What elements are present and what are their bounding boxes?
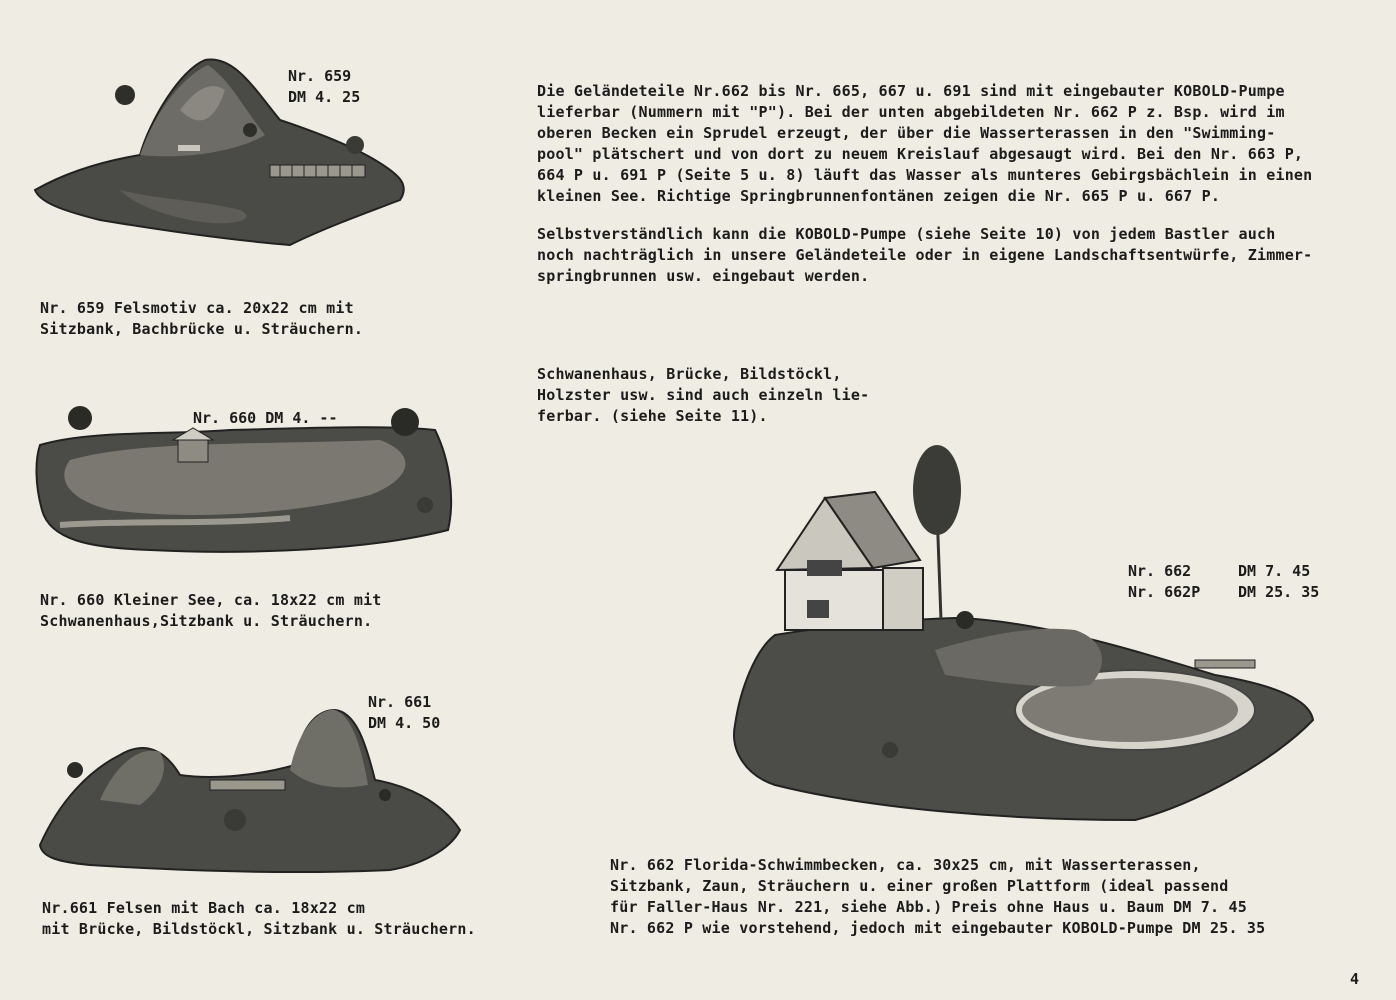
text-line: Selbstverständlich kann die KOBOLD-Pumpe (siehe Seite 10) von jedem Bastler auch xyxy=(537,225,1276,243)
item-661 xyxy=(30,690,476,950)
caption-line: Sitzbank, Bachbrücke u. Sträuchern. xyxy=(40,320,364,338)
product-photo-662 xyxy=(715,420,1315,840)
caption-line: Nr.661 Felsen mit Bach ca. 18x22 cm xyxy=(42,899,366,917)
separate-items-note xyxy=(537,364,869,427)
text-line: Die Geländeteile Nr.662 bis Nr. 665, 667 u. 691 sind mit eingebauter KOBOLD-Pumpe xyxy=(537,82,1285,100)
price-dm-662: DM 7. 45 xyxy=(1238,562,1311,580)
item-659 xyxy=(30,50,430,340)
price-dm-661: DM 4. 50 xyxy=(368,714,441,732)
page-number: 4 xyxy=(1350,970,1360,988)
text-line: 664 P u. 691 P (Seite 5 u. 8) läuft das Wasser als munteres Gebirgsbächlein in einen xyxy=(537,166,1313,184)
caption-line: Nr. 659 Felsmotiv ca. 20x22 cm mit xyxy=(40,299,354,317)
price-nr-661: Nr. 661 xyxy=(368,693,432,711)
caption-line: mit Brücke, Bildstöckl, Sitzbank u. Sträuchern. xyxy=(42,920,476,938)
price-nr-662p: Nr. 662P xyxy=(1128,583,1201,601)
price-dm-662p: DM 25. 35 xyxy=(1238,583,1320,601)
house-icon xyxy=(777,492,923,630)
caption-662 xyxy=(610,855,1265,939)
text-line: lieferbar (Nummern mit "P"). Bei der unten abgebildeten Nr. 662 P z. Bsp. wird im xyxy=(537,103,1285,121)
text-line: kleinen See. Richtige Springbrunnenfontänen zeigen die Nr. 665 P u. 667 P. xyxy=(537,187,1221,205)
caption-line: Nr. 660 Kleiner See, ca. 18x22 cm mit xyxy=(40,591,382,609)
text-line: Schwanenhaus, Brücke, Bildstöckl, xyxy=(537,365,842,383)
price-660: Nr. 660 DM 4. -- xyxy=(193,409,338,427)
intro-paragraph-2 xyxy=(537,224,1312,287)
caption-661 xyxy=(42,898,476,940)
caption-660 xyxy=(40,590,382,632)
caption-line: Nr. 662 P wie vorstehend, jedoch mit eingebauter KOBOLD-Pumpe DM 25. 35 xyxy=(610,919,1266,937)
text-line: springbrunnen usw. eingebaut werden. xyxy=(537,267,870,285)
caption-line: für Faller-Haus Nr. 221, siehe Abb.) Preis ohne Haus u. Baum DM 7. 45 xyxy=(610,898,1247,916)
price-nr-662: Nr. 662 xyxy=(1128,562,1192,580)
price-nr-659: Nr. 659 xyxy=(288,67,352,85)
caption-line: Sitzbank, Zaun, Sträuchern u. einer großen Plattform (ideal passend xyxy=(610,877,1229,895)
text-line: noch nachträglich in unsere Geländeteile oder in eigene Landschaftsentwürfe, Zimmer- xyxy=(537,246,1313,264)
text-line: pool" plätschert und von dort zu neuem Kreislauf abgesaugt wird. Bei den Nr. 663 P, xyxy=(537,145,1304,163)
text-line: Holzster usw. sind auch einzeln lie- xyxy=(537,386,870,404)
item-660 xyxy=(30,400,460,640)
text-line: oberen Becken ein Sprudel erzeugt, der über die Wasserterassen in den "Swimming- xyxy=(537,124,1276,142)
intro-paragraph-1 xyxy=(537,81,1312,207)
product-photo-659 xyxy=(30,50,430,250)
price-dm-659: DM 4. 25 xyxy=(288,88,361,106)
text-line: ferbar. (siehe Seite 11). xyxy=(537,407,768,425)
caption-line: Nr. 662 Florida-Schwimmbecken, ca. 30x25 cm, mit Wasserterassen, xyxy=(610,856,1201,874)
caption-line: Schwanenhaus,Sitzbank u. Sträuchern. xyxy=(40,612,373,630)
caption-659 xyxy=(40,298,363,340)
